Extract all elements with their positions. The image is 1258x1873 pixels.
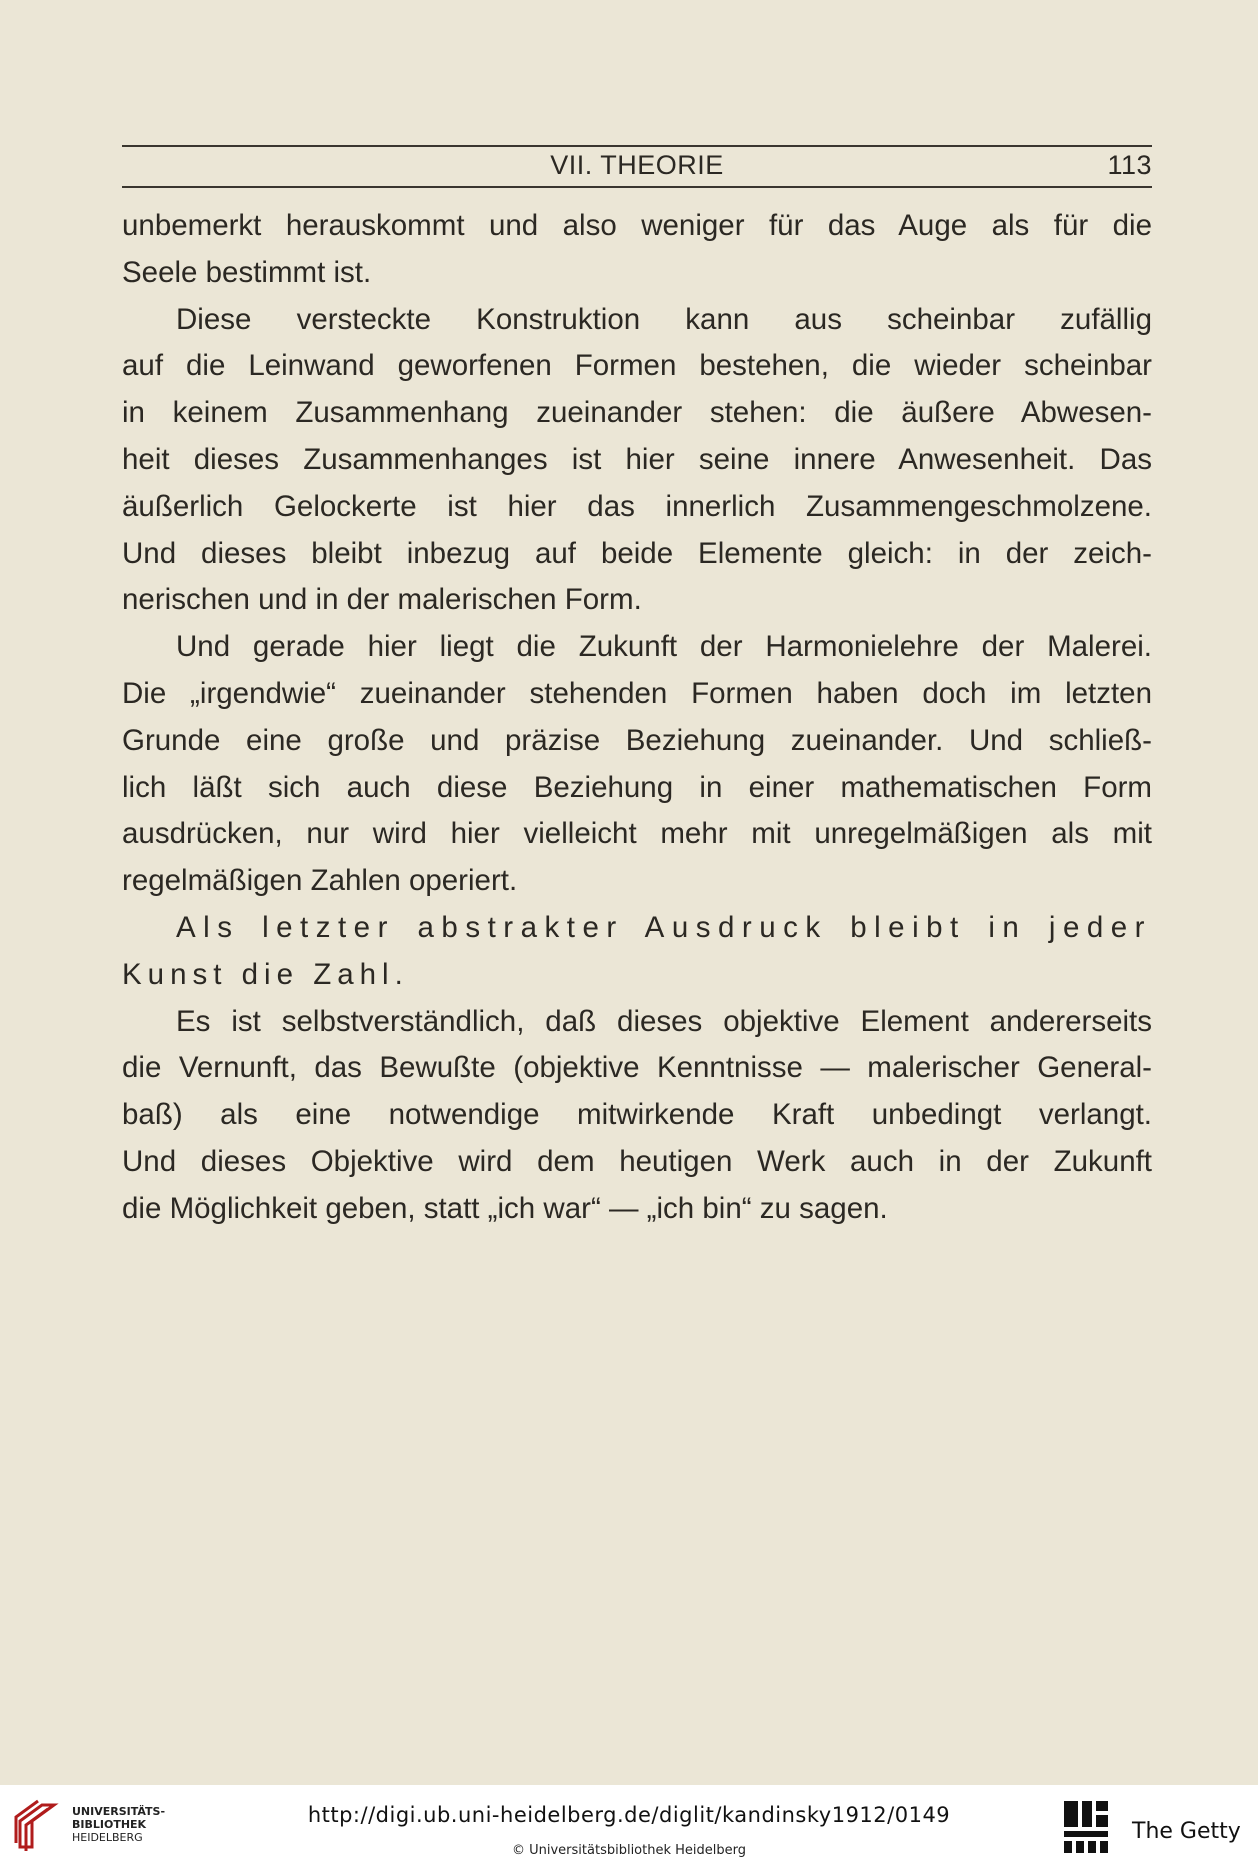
text-line: die Vernunft, das Bewußte (objektive Kenntnisse — malerischer General- xyxy=(122,1051,1152,1085)
header-rule-top xyxy=(122,145,1152,147)
chapter-title: VII. THEORIE xyxy=(550,150,724,180)
footer-bar xyxy=(0,1785,1258,1873)
getty-logo-icon xyxy=(1060,1797,1112,1857)
text-line: ausdrücken, nur wird hier vielleicht mehr mit unregelmäßigen als mit xyxy=(122,817,1152,851)
header-rule-bottom xyxy=(122,186,1152,188)
text-line: unbemerkt herauskommt und also weniger für das Auge als für die xyxy=(122,209,1152,242)
text-line: Es ist selbstverständlich, daß dieses objektive Element andererseits xyxy=(176,1004,1152,1038)
text-line: regelmäßigen Zahlen operiert. xyxy=(122,864,518,898)
text-line: baß) als eine notwendige mitwirkende Kraft unbedingt verlangt. xyxy=(122,1098,1152,1132)
page-number: 113 xyxy=(1107,150,1152,180)
text-line: Und dieses Objektive wird dem heutigen Werk auch in der Zukunft xyxy=(122,1144,1152,1178)
text-line: Und gerade hier liegt die Zukunft der Harmonielehre der Malerei. xyxy=(176,630,1152,664)
text-line: Und dieses bleibt inbezug auf beide Elemente gleich: in der zeich- xyxy=(122,536,1152,570)
text-line: äußerlich Gelockerte ist hier das innerlich Zusammengeschmolzene. xyxy=(122,489,1152,523)
text-line: Grunde eine große und präzise Beziehung zueinander. Und schließ- xyxy=(122,723,1152,757)
body-text xyxy=(122,203,1152,1233)
text-line: in keinem Zusammenhang zueinander stehen: die äußere Abwesen- xyxy=(122,396,1152,430)
text-line: Als letzter abstrakter Ausdruck bleibt in jeder xyxy=(176,910,1152,944)
text-line: die Möglichkeit geben, statt „ich war“ — „ich bin“ zu sagen. xyxy=(122,1191,888,1225)
text-line: nerischen und in der malerischen Form. xyxy=(122,583,642,617)
permalink-url[interactable]: http://digi.ub.uni-heidelberg.de/diglit/kandinsky1912/0149 xyxy=(307,1803,951,1827)
copyright-notice: © Universitätsbibliothek Heidelberg xyxy=(511,1843,746,1858)
library-name-line: UNIVERSITÄTS- xyxy=(72,1805,166,1818)
text-line: Kunst die Zahl. xyxy=(122,957,409,991)
getty-name: The Getty xyxy=(1132,1819,1241,1844)
text-line: heit dieses Zusammenhanges ist hier seine innere Anwesenheit. Das xyxy=(122,442,1152,476)
text-line: auf die Leinwand geworfenen Formen bestehen, die wieder scheinbar xyxy=(122,349,1152,383)
text-line: lich läßt sich auch diese Beziehung in einer mathematischen Form xyxy=(122,770,1152,804)
text-line: Diese versteckte Konstruktion kann aus scheinbar zufällig xyxy=(176,302,1152,336)
library-name-line: HEIDELBERG xyxy=(72,1831,143,1844)
text-line: Seele bestimmt ist. xyxy=(122,255,372,289)
running-head xyxy=(122,148,1152,184)
library-name-line: BIBLIOTHEK xyxy=(72,1818,147,1831)
text-line: Die „irgendwie“ zueinander stehenden Formen haben doch im letzten xyxy=(122,676,1152,710)
